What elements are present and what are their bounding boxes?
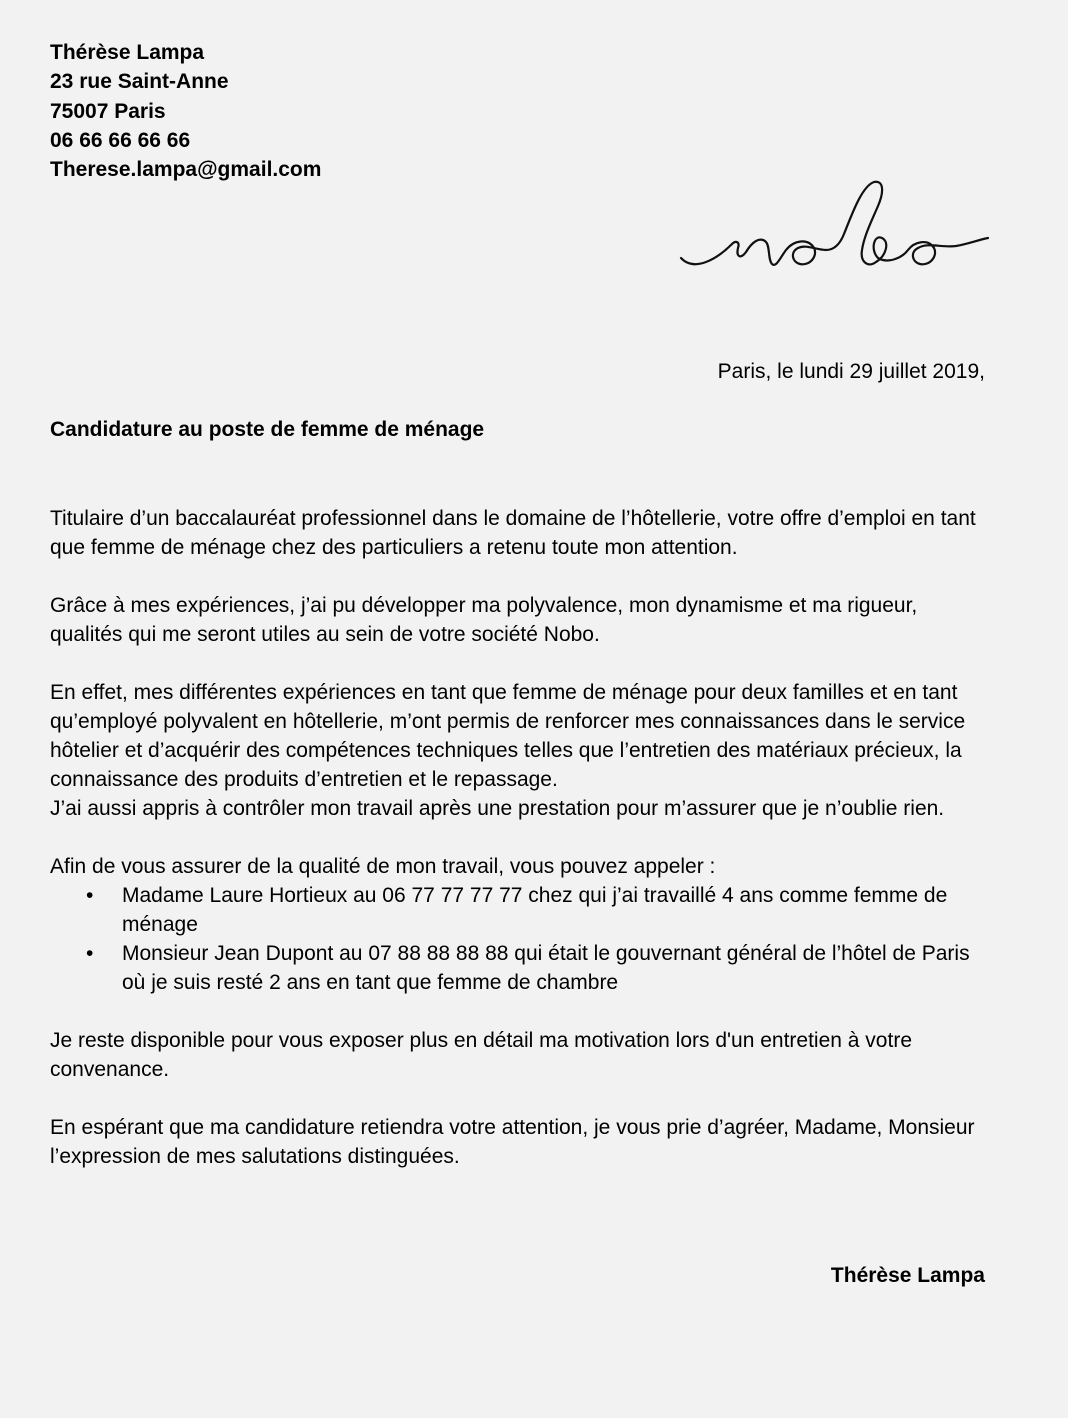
paragraph-intro: Titulaire d’un baccalauréat professionnel dans le domaine de l’hôtellerie, votre offre d’emploi en tant que femme de ménage chez des particuliers a retenu toute mon attention. [50, 507, 976, 559]
paragraph-qualities: Grâce à mes expériences, j’ai pu développer ma polyvalence, mon dynamisme et ma rigueur, qualités qui me seront utiles au sein de votre société Nobo. [50, 594, 918, 646]
letter-subject: Candidature au poste de femme de ménage [50, 418, 485, 441]
date-line: Paris, le lundi 29 juillet 2019, [717, 360, 985, 383]
list-item [50, 939, 990, 997]
nobo-logo-icon [676, 176, 990, 276]
sender-city: 75007 Paris [50, 99, 166, 123]
paragraph-self-check: J’ai aussi appris à contrôler mon travail après une prestation pour m’assurer que je n’oublie rien. [50, 797, 945, 820]
signature-name: Thérèse Lampa [830, 1264, 985, 1287]
sender-email: Therese.lampa@gmail.com [50, 158, 322, 182]
sender-block [50, 38, 321, 184]
list-item [50, 881, 990, 939]
bullet-icon: • [86, 942, 94, 965]
sender-phone: 06 66 66 66 66 [50, 128, 191, 152]
bullet-icon: • [86, 884, 94, 907]
reference-text: Monsieur Jean Dupont au 07 88 88 88 88 qui était le gouvernant général de l’hôtel de Paris où je suis resté 2 ans en tant que femme de chambre [122, 942, 970, 994]
letter-body [50, 504, 990, 1200]
paragraph-experience: En effet, mes différentes expériences en tant que femme de ménage pour deux familles et en tant qu’employé polyvalent en hôtellerie, m’ont permis de renforcer mes connaissances dans le service hôtelier et d’acquérir des compétences techniques telles que l’entretien des matériaux précieux, la connaissance des produits d’entretien et le repassage. [50, 681, 966, 791]
references-list [50, 881, 990, 997]
paragraph-availability: Je reste disponible pour vous exposer plus en détail ma motivation lors d'un entretien à votre convenance. [50, 1029, 912, 1081]
paragraph-closing: En espérant que ma candidature retiendra votre attention, je vous prie d’agréer, Madame, Monsieur l’expression de mes salutations distinguées. [50, 1116, 975, 1168]
sender-name: Thérèse Lampa [50, 41, 205, 64]
paragraph-references-intro: Afin de vous assurer de la qualité de mon travail, vous pouvez appeler : [50, 855, 716, 878]
sender-street: 23 rue Saint-Anne [50, 70, 229, 94]
reference-text: Madame Laure Hortieux au 06 77 77 77 77 chez qui j’ai travaillé 4 ans comme femme de ménage [122, 884, 948, 936]
